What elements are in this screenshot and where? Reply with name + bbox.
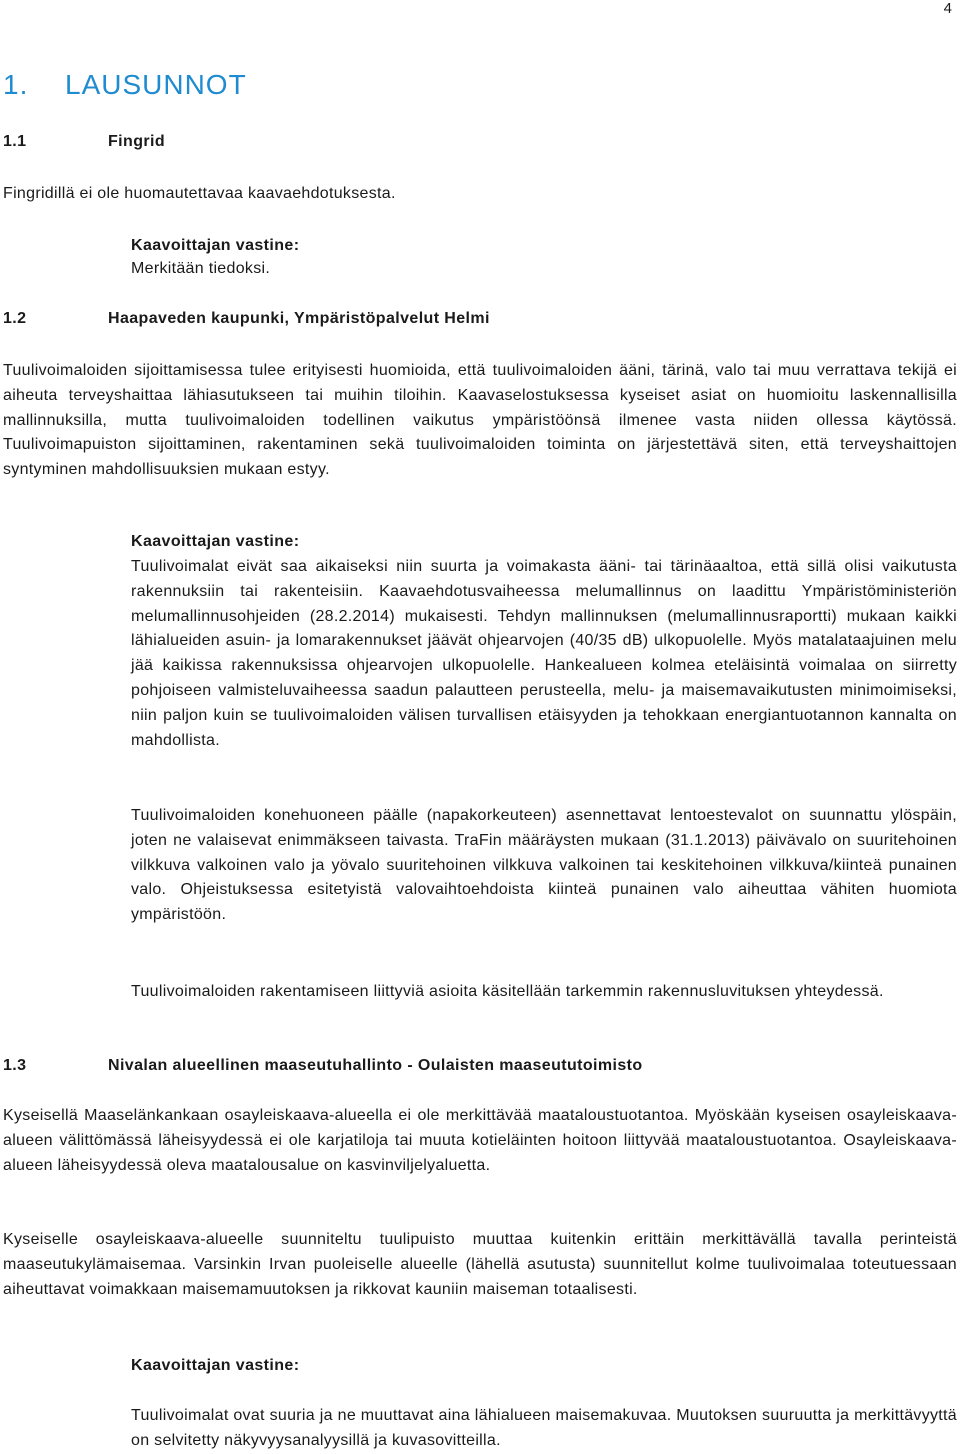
section-number: 1.1 <box>3 133 27 150</box>
section-title: Haapaveden kaupunki, Ympäristöpalvelut Helmi <box>108 310 490 327</box>
section-title: Nivalan alueellinen maaseutuhallinto - Oulaisten maaseututoimisto <box>108 1057 643 1074</box>
statement-paragraph: Fingridillä ei ole huomautettavaa kaavaehdotuksesta. <box>3 185 396 202</box>
chapter-number: 1. <box>3 69 29 100</box>
statement-paragraph: Tuulivoimaloiden sijoittamisessa tulee erityisesti huomioida, että tuulivoimaloiden ääni, tärinä, valo tai muu verrattava tekijä ei aiheuta terveyshaittaa lähiasutukseen tai muihin tiloihin. Kaavaselostuksessa kyseiset asiat on huomioitu laskennallisilla mallinnuksilla, mutta tuulivoimaloiden todellinen vaikutus ympäristöönsä ilmenee vasta niiden ollessa käytössä. Tuulivoimapuiston sijoittaminen, rakentaminen sekä tuulivoimaloiden toiminta on järjestettävä siten, että terveyshaittojen syntyminen mahdollisuuksien mukaan estyy. <box>3 362 957 479</box>
section-title: Fingrid <box>108 133 166 150</box>
reply-paragraph: Tuulivoimaloiden rakentamiseen liittyviä asioita käsitellään tarkemmin rakennusluvituksen yhteydessä. <box>131 983 884 1000</box>
statement-paragraph: Kyseiselle osayleiskaava-alueelle suunniteltu tuulipuisto muuttaa kuitenkin erittäin merkittävällä tavalla perinteistä maaseutukylämaisemaa. Varsinkin Irvan puoleiselle alueelle (lähellä asutusta) suunnitellut kolme tuulivoimalaa toteutuessaan aiheuttavat voimakkaan maisemamuutoksen ja rikkovat kauniin maiseman totaalisesti. <box>3 1231 957 1298</box>
section-number: 1.3 <box>3 1057 27 1074</box>
page-number: 4 <box>943 0 952 17</box>
reply-paragraph: Tuulivoimalat ovat suuria ja ne muuttavat aina lähialueen maisemakuvaa. Muutoksen suuruutta ja merkittävyyttä on selvitetty näkyvyysanalyysillä ja kuvasovitteilla. <box>131 1407 957 1449</box>
reply-label: Kaavoittajan vastine: <box>131 533 300 550</box>
chapter-title: LAUSUNNOT <box>65 69 247 100</box>
chapter-heading <box>3 70 247 100</box>
section-number: 1.2 <box>3 310 27 327</box>
section-heading-1-1 <box>3 132 165 152</box>
section-heading-1-2 <box>3 309 490 329</box>
reply-label: Kaavoittajan vastine: <box>131 237 300 254</box>
reply-paragraph: Merkitään tiedoksi. <box>131 260 271 277</box>
statement-paragraph: Kyseisellä Maaselänkankaan osayleiskaava-alueella ei ole merkittävää maataloustuotantoa. Myöskään kyseisen osayleiskaava-alueen välittömässä läheisyydessä ei ole karjatiloja tai muuta kotieläinten hoitoon liittyvää maataloustuotantoa. Osayleiskaava-alueen läheisyydessä oleva maatalousalue on kasvinviljelyaluetta. <box>3 1107 957 1174</box>
section-heading-1-3 <box>3 1056 643 1076</box>
reply-label: Kaavoittajan vastine: <box>131 1357 300 1374</box>
reply-paragraph: Tuulivoimalat eivät saa aikaiseksi niin suurta ja voimakasta ääni- tai tärinäaaltoa, että sillä olisi vaikutusta rakennuksiin tai rakenteisiin. Kaavaehdotusvaiheessa melumallinnus on laadittu Ympäristöministeriön melumallinnusohjeiden (28.2.2014) mukaisesti. Tehdyn mallinnuksen (melumallinnusraportti) mukaan kaikki lähialueiden asuin- ja lomarakennukset jäävät ohjearvojen (40/35 dB) ulkopuolelle. Myös matalataajuinen melu jää kaikissa rakennuksissa ohjearvojen ulkopuolelle. Hankealueen kolmea eteläisintä voimalaa on siirretty pohjoiseen valmisteluvaiheessa saadun palautteen perusteella, melu- ja maisemavaikutusten minimoimiseksi, niin paljon kuin se tuulivoimaloiden välisen turvallisen etäisyyden ja tehokkaan energiantuotannon kannalta on mahdollista. <box>131 558 957 749</box>
reply-paragraph: Tuulivoimaloiden konehuoneen päälle (napakorkeuteen) asennettavat lentoestevalot on suunnattu ylöspäin, joten ne valaisevat enimmäkseen taivasta. TraFin määräysten mukaan (31.1.2013) päivävalo on suuritehoinen vilkkuva valkoinen valo ja yövalo suuritehoinen vilkkuva valkoinen tai keskitehoinen vilkkuva/kiinteä punainen valo. Ohjeistuksessa esitetyistä valovaihtoehdoista kiinteä punainen valo aiheuttaa vähiten huomiota ympäristöön. <box>131 807 957 924</box>
